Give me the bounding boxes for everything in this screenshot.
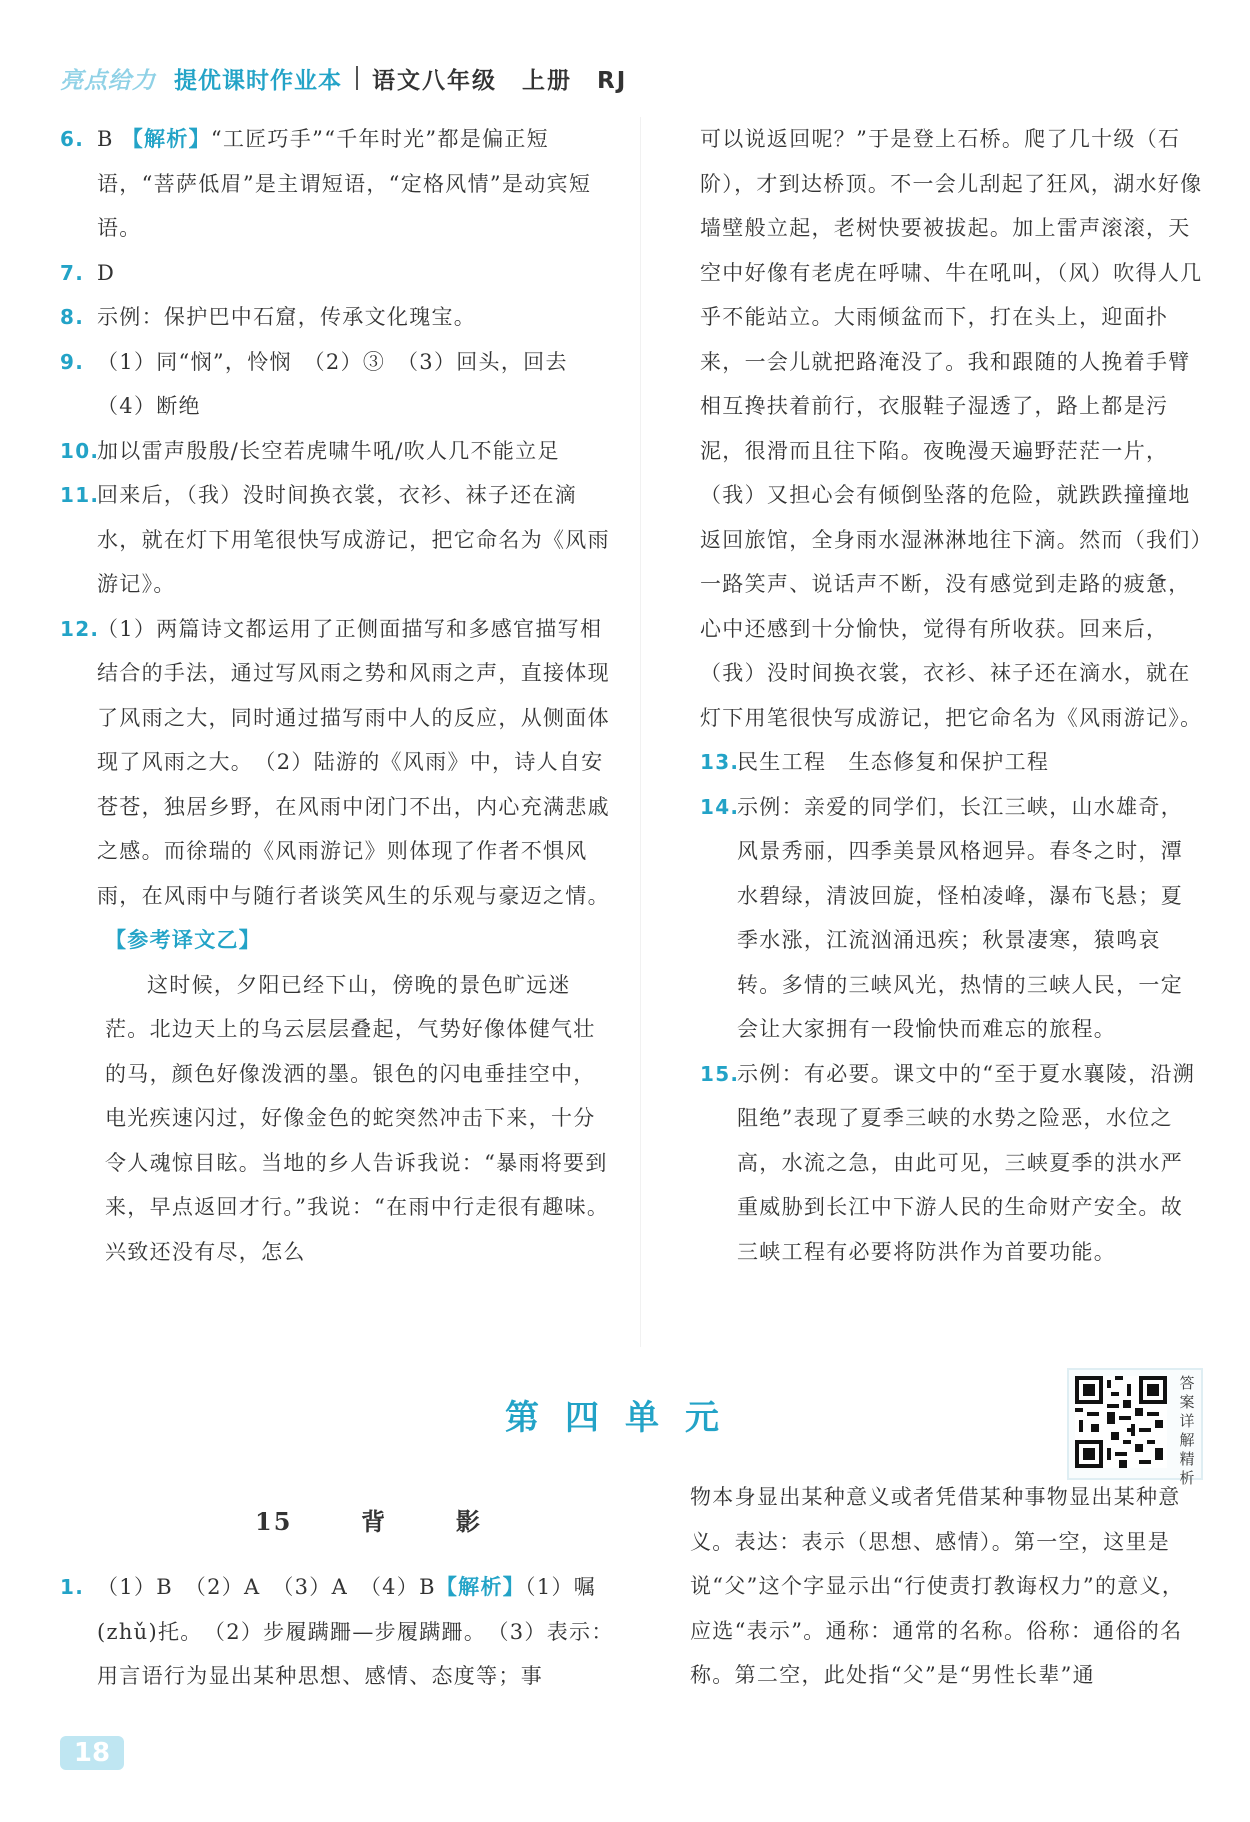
lesson-title bbox=[255, 1502, 482, 1537]
answer-text: 加以雷声殷殷/长空若虎啸牛吼/吹人几不能立足 bbox=[97, 438, 560, 463]
answer-text: 回来后，（我）没时间换衣裳，衣衫、袜子还在滴水，就在灯下用笔很快写成游记，把它命名为《风雨游记》。 bbox=[97, 483, 610, 596]
answer-choice: B bbox=[97, 127, 122, 151]
question-number: 1. bbox=[60, 1575, 85, 1599]
question-number: 13. bbox=[700, 750, 740, 774]
question-number: 9. bbox=[60, 349, 85, 374]
answer-text: D bbox=[97, 260, 116, 285]
answer-text: 示例：保护巴中石窟，传承文化瑰宝。 bbox=[97, 305, 477, 329]
question-number: 8. bbox=[60, 305, 85, 329]
answer-text: 示例：亲爱的同学们，长江三峡，山水雄奇，风景秀丽，四季美景风格迥异。春冬之时，潭水碧绿，清波回旋，怪柏凌峰，瀑布飞悬；夏季水涨，江流汹涌迅疾；秋景凄寒，猿鸣哀转。多情的三峡风光，热情的三峡人民，一定会让大家拥有一段愉快而难忘的旅程。 bbox=[737, 794, 1183, 1041]
question-number: 12. bbox=[60, 616, 100, 641]
answer-text: “工匠巧手”“千年时光”都是偏正短语，“菩萨低眉”是主谓短语，“定格风情”是动宾短语。 bbox=[97, 127, 592, 240]
answer-12 bbox=[60, 607, 615, 919]
brand-logo: 亮点给力 bbox=[60, 67, 156, 94]
question-number: 10. bbox=[60, 438, 100, 463]
question-number: 6. bbox=[60, 127, 85, 151]
answer-8 bbox=[60, 295, 615, 340]
analysis-tag: 【解析】 bbox=[121, 127, 211, 151]
answer-9 bbox=[60, 340, 615, 429]
reference-translation-tag: 【参考译文乙】 bbox=[105, 928, 262, 952]
translation-continued: 可以说返回呢？”于是登上石桥。爬了几十级（石阶），才到达桥顶。不一会儿刮起了狂风，湖水好像墙壁般立起，老树快要被拔起。加上雷声滚滚，天空中好像有老虎在呼啸、牛在吼叫，（风）吹得人几乎不能站立。大雨倾盆而下，打在头上，迎面扑来，一会儿就把路淹没了。我和跟随的人挽着手臂相互搀扶着前行，衣服鞋子湿透了，路上都是污泥，很滑而且往下陷。夜晚漫天遍野茫茫一片，（我）又担心会有倾倒坠落的危险，就跌跌撞撞地返回旅馆，全身雨水湿淋淋地往下滴。然而（我们）一路笑声、说话声不断，没有感觉到走路的疲惫，心中还感到十分愉快，觉得有所收获。回来后，（我）没时间换衣裳，衣衫、袜子还在滴水，就在灯下用笔很快写成游记，把它命名为《风雨游记》。 bbox=[700, 127, 1203, 730]
answer-13 bbox=[700, 740, 1205, 785]
answer-text: 示例：有必要。课文中的“至于夏水襄陵，沿溯阻绝”表现了夏季三峡的水势之险恶，水位之高，水流之急，由此可见，三峡夏季的洪水严重威胁到长江中下游人民的生命财产安全。故三峡工程有必要将防洪作为首要功能。 bbox=[737, 1061, 1196, 1264]
qr-label: 答案详解精析 bbox=[1179, 1374, 1195, 1487]
column-divider bbox=[640, 117, 641, 1347]
answer-qr-code[interactable] bbox=[1067, 1368, 1203, 1487]
lesson-title-char-1: 背 bbox=[361, 1507, 388, 1536]
lesson-title-char-2: 影 bbox=[455, 1507, 482, 1536]
book-title: 语文八年级 上册 RJ bbox=[372, 67, 628, 94]
series-title: 提优课时作业本 bbox=[174, 67, 342, 94]
qr-code-icon bbox=[1075, 1376, 1167, 1468]
header-divider bbox=[356, 66, 358, 90]
answer-text: （1）两篇诗文都运用了正侧面描写和多感官描写相结合的手法，通过写风雨之势和风雨之声，直接体现了风雨之大，同时通过描写雨中人的反应，从侧面体现了风雨之大。 （2）陆游的《风雨》中，诗人自安苍苍，独居乡野，在风雨中闭门不出，内心充满悲戚之感。而徐瑞的《风雨游记》则体现了作者不惧风雨，在风雨中与随行者谈笑风生的乐观与豪迈之情。 bbox=[97, 616, 610, 908]
question-number: 14. bbox=[700, 794, 740, 819]
lesson-left-column bbox=[60, 1565, 615, 1699]
question-number: 7. bbox=[60, 260, 85, 285]
unit-title: 第四单元 bbox=[505, 1398, 745, 1438]
answer-11 bbox=[60, 473, 615, 607]
analysis-tag: 【解析】 bbox=[435, 1575, 526, 1599]
answer-15 bbox=[700, 1052, 1205, 1275]
answer-10 bbox=[60, 429, 615, 474]
page-number: 18 bbox=[60, 1736, 124, 1770]
right-column bbox=[700, 117, 1205, 1274]
lesson-answer-1 bbox=[60, 1565, 615, 1699]
analysis-continued: 物本身显出某种意义或者凭借某种事物显出某种意义。表达：表示（思想、感情）。第一空，这里是说“父”这个字显示出“行使责打教诲权力”的意义，应选“表示”。通称：通常的名称。俗称：通俗的名称。第二空，此处指“父”是“男性长辈”通 bbox=[690, 1485, 1185, 1687]
question-number: 15. bbox=[700, 1061, 740, 1086]
answer-choices: （1）B （2）A （3）A （4）B bbox=[97, 1575, 436, 1599]
reference-translation: 这时候，夕阳已经下山，傍晚的景色旷远迷茫。北边天上的乌云层层叠起，气势好像体健气壮的马，颜色好像泼洒的墨。银色的闪电垂挂空中，电光疾速闪过，好像金色的蛇突然冲击下来，十分令人魂惊目眩。当地的乡人告诉我说：“暴雨将要到来，早点返回才行。”我说：“在雨中行走很有趣味。兴致还没有尽，怎么 bbox=[105, 972, 610, 1264]
page-header bbox=[60, 58, 627, 98]
answer-14 bbox=[700, 785, 1205, 1052]
answer-text: （1）同“悯”，怜悯 （2）③ （3）回头，回去 （4）断绝 bbox=[97, 349, 591, 418]
answer-text: 民生工程 生态修复和保护工程 bbox=[737, 750, 1050, 774]
answer-text: （1）嘱(zhǔ)托。 （2）步履蹒跚—步履蹒跚。 （3）表示：用言语行为显出某种思想、感情、态度等；事 bbox=[97, 1575, 614, 1688]
lesson-number: 15 bbox=[255, 1507, 293, 1536]
left-column bbox=[60, 117, 615, 1274]
question-number: 11. bbox=[60, 483, 100, 507]
answer-6 bbox=[60, 117, 615, 251]
lesson-right-column bbox=[690, 1475, 1205, 1698]
answer-7 bbox=[60, 251, 615, 296]
